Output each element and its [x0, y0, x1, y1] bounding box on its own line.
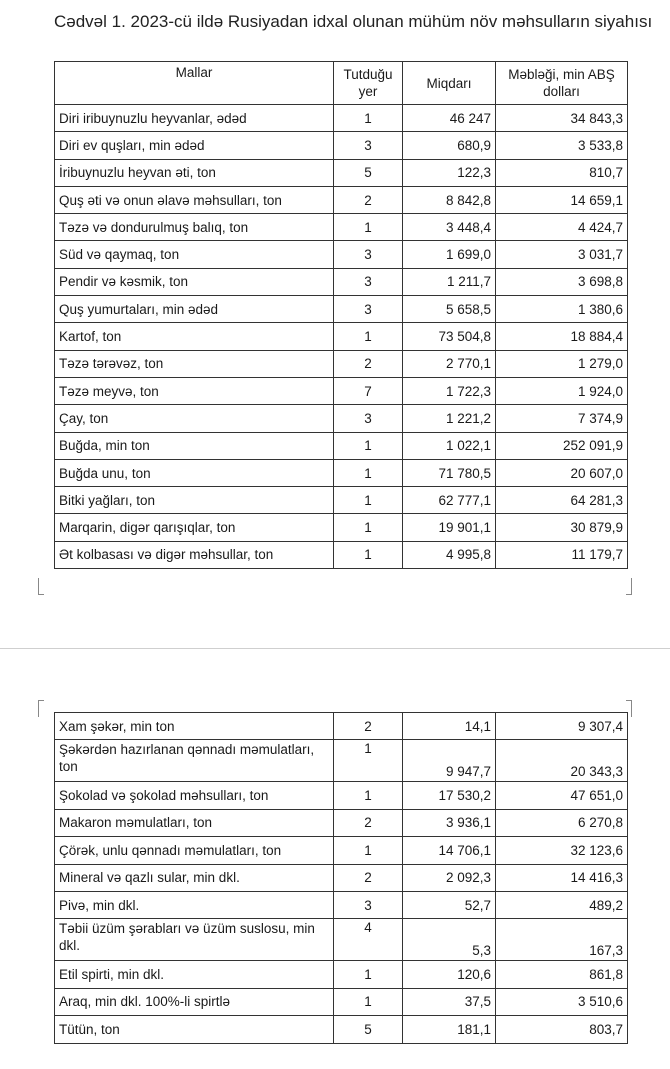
- goods-cell: Çörək, unlu qənnadı məmulatları, ton: [55, 837, 334, 864]
- rank-cell: 1: [334, 214, 403, 241]
- value-cell: 7 374,9: [496, 405, 628, 432]
- goods-cell: Bitki yağları, ton: [55, 487, 334, 514]
- rank-cell: 1: [334, 782, 403, 809]
- table-row: [55, 864, 628, 891]
- page-corner-mark: [38, 578, 44, 595]
- quantity-cell: 1 221,2: [403, 405, 496, 432]
- rank-cell: 1: [334, 105, 403, 132]
- table-row: [55, 988, 628, 1015]
- table-header-row: [55, 62, 628, 105]
- import-table-page-2: [54, 712, 628, 1044]
- rank-cell: 3: [334, 241, 403, 268]
- quantity-cell: 14 706,1: [403, 837, 496, 864]
- rank-cell: 1: [334, 514, 403, 541]
- quantity-cell: 181,1: [403, 1016, 496, 1043]
- quantity-cell: 3 448,4: [403, 214, 496, 241]
- rank-cell: 4: [334, 919, 403, 961]
- quantity-cell: 1 699,0: [403, 241, 496, 268]
- goods-cell: Xam şəkər, min ton: [55, 713, 334, 740]
- rank-cell: 1: [334, 459, 403, 486]
- page-corner-mark: [626, 578, 632, 595]
- table-row: [55, 323, 628, 350]
- table-row: [55, 514, 628, 541]
- table-row: [55, 809, 628, 836]
- value-cell: 47 651,0: [496, 782, 628, 809]
- goods-cell: Mineral və qazlı sular, min dkl.: [55, 864, 334, 891]
- quantity-cell: 19 901,1: [403, 514, 496, 541]
- goods-cell: Makaron məmulatları, ton: [55, 809, 334, 836]
- quantity-cell: 62 777,1: [403, 487, 496, 514]
- value-cell: 3 510,6: [496, 988, 628, 1015]
- goods-cell: Buğda, min ton: [55, 432, 334, 459]
- table-row: [55, 782, 628, 809]
- value-cell: 3 031,7: [496, 241, 628, 268]
- quantity-cell: 17 530,2: [403, 782, 496, 809]
- value-cell: 30 879,9: [496, 514, 628, 541]
- goods-cell: Təzə tərəvəz, ton: [55, 350, 334, 377]
- rank-cell: 1: [334, 837, 403, 864]
- quantity-cell: 14,1: [403, 713, 496, 740]
- column-header-rank: Tutduğu yer: [334, 62, 403, 105]
- table-row: [55, 1016, 628, 1043]
- goods-cell: Buğda unu, ton: [55, 459, 334, 486]
- value-cell: 3 698,8: [496, 268, 628, 295]
- rank-cell: 3: [334, 891, 403, 918]
- table-row: [55, 487, 628, 514]
- table-row: [55, 214, 628, 241]
- quantity-cell: 37,5: [403, 988, 496, 1015]
- value-cell: 32 123,6: [496, 837, 628, 864]
- table-row: [55, 159, 628, 186]
- table-row: [55, 740, 628, 782]
- quantity-cell: 3 936,1: [403, 809, 496, 836]
- quantity-cell: 9 947,7: [403, 740, 496, 782]
- goods-cell: Ət kolbasası və digər məhsullar, ton: [55, 541, 334, 568]
- value-cell: 3 533,8: [496, 132, 628, 159]
- quantity-cell: 1 211,7: [403, 268, 496, 295]
- value-cell: 18 884,4: [496, 323, 628, 350]
- column-header-value: Məbləği, min ABŞ dolları: [496, 62, 628, 105]
- quantity-cell: 680,9: [403, 132, 496, 159]
- table-row: [55, 241, 628, 268]
- goods-cell: Quş yumurtaları, min ədəd: [55, 296, 334, 323]
- import-table-page-1: [54, 61, 628, 569]
- table-row: [55, 891, 628, 918]
- table-caption: Cədvəl 1. 2023-cü ildə Rusiyadan idxal olunan mühüm növ məhsulların siyahısı: [54, 12, 653, 31]
- quantity-cell: 1 022,1: [403, 432, 496, 459]
- table-row: [55, 837, 628, 864]
- value-cell: 489,2: [496, 891, 628, 918]
- quantity-cell: 4 995,8: [403, 541, 496, 568]
- quantity-cell: 52,7: [403, 891, 496, 918]
- quantity-cell: 2 092,3: [403, 864, 496, 891]
- table-row: [55, 296, 628, 323]
- value-cell: 861,8: [496, 961, 628, 988]
- value-cell: 34 843,3: [496, 105, 628, 132]
- rank-cell: 1: [334, 432, 403, 459]
- value-cell: 14 416,3: [496, 864, 628, 891]
- goods-cell: Araq, min dkl. 100%-li spirtlə: [55, 988, 334, 1015]
- goods-cell: Şəkərdən hazırlanan qənnadı məmulatları, ton: [55, 740, 334, 782]
- column-header-quantity: Miqdarı: [403, 62, 496, 105]
- rank-cell: 5: [334, 1016, 403, 1043]
- quantity-cell: 120,6: [403, 961, 496, 988]
- rank-cell: 3: [334, 405, 403, 432]
- table-row: [55, 186, 628, 213]
- goods-cell: Süd və qaymaq, ton: [55, 241, 334, 268]
- goods-cell: Çay, ton: [55, 405, 334, 432]
- quantity-cell: 5,3: [403, 919, 496, 961]
- table-row: [55, 132, 628, 159]
- rank-cell: 3: [334, 296, 403, 323]
- goods-cell: Tütün, ton: [55, 1016, 334, 1043]
- table-row: [55, 377, 628, 404]
- value-cell: 167,3: [496, 919, 628, 961]
- quantity-cell: 122,3: [403, 159, 496, 186]
- goods-cell: Təzə və dondurulmuş balıq, ton: [55, 214, 334, 241]
- rank-cell: 2: [334, 713, 403, 740]
- goods-cell: Kartof, ton: [55, 323, 334, 350]
- goods-cell: Şokolad və şokolad məhsulları, ton: [55, 782, 334, 809]
- table-row: [55, 713, 628, 740]
- goods-cell: Təbii üzüm şərabları və üzüm suslosu, min dkl.: [55, 919, 334, 961]
- quantity-cell: 46 247: [403, 105, 496, 132]
- table-row: [55, 459, 628, 486]
- rank-cell: 1: [334, 323, 403, 350]
- rank-cell: 2: [334, 186, 403, 213]
- goods-cell: Pendir və kəsmik, ton: [55, 268, 334, 295]
- quantity-cell: 73 504,8: [403, 323, 496, 350]
- value-cell: 14 659,1: [496, 186, 628, 213]
- value-cell: 6 270,8: [496, 809, 628, 836]
- rank-cell: 1: [334, 740, 403, 782]
- value-cell: 1 279,0: [496, 350, 628, 377]
- table-row: [55, 405, 628, 432]
- rank-cell: 1: [334, 961, 403, 988]
- rank-cell: 3: [334, 132, 403, 159]
- quantity-cell: 71 780,5: [403, 459, 496, 486]
- page-separator: [0, 648, 670, 649]
- value-cell: 1 380,6: [496, 296, 628, 323]
- rank-cell: 2: [334, 809, 403, 836]
- rank-cell: 3: [334, 268, 403, 295]
- goods-cell: Marqarin, digər qarışıqlar, ton: [55, 514, 334, 541]
- value-cell: 64 281,3: [496, 487, 628, 514]
- goods-cell: Diri iribuynuzlu heyvanlar, ədəd: [55, 105, 334, 132]
- value-cell: 4 424,7: [496, 214, 628, 241]
- rank-cell: 1: [334, 988, 403, 1015]
- value-cell: 803,7: [496, 1016, 628, 1043]
- page-corner-mark: [38, 700, 44, 717]
- rank-cell: 5: [334, 159, 403, 186]
- value-cell: 11 179,7: [496, 541, 628, 568]
- rank-cell: 2: [334, 350, 403, 377]
- goods-cell: Təzə meyvə, ton: [55, 377, 334, 404]
- goods-cell: Quş əti və onun əlavə məhsulları, ton: [55, 186, 334, 213]
- rank-cell: 1: [334, 487, 403, 514]
- value-cell: 20 343,3: [496, 740, 628, 782]
- value-cell: 1 924,0: [496, 377, 628, 404]
- quantity-cell: 1 722,3: [403, 377, 496, 404]
- table-row: [55, 919, 628, 961]
- table-row: [55, 961, 628, 988]
- quantity-cell: 2 770,1: [403, 350, 496, 377]
- rank-cell: 1: [334, 541, 403, 568]
- value-cell: 810,7: [496, 159, 628, 186]
- quantity-cell: 5 658,5: [403, 296, 496, 323]
- goods-cell: İribuynuzlu heyvan əti, ton: [55, 159, 334, 186]
- value-cell: 252 091,9: [496, 432, 628, 459]
- table-row: [55, 105, 628, 132]
- quantity-cell: 8 842,8: [403, 186, 496, 213]
- rank-cell: 2: [334, 864, 403, 891]
- goods-cell: Diri ev quşları, min ədəd: [55, 132, 334, 159]
- column-header-goods: Mallar: [55, 62, 334, 105]
- value-cell: 20 607,0: [496, 459, 628, 486]
- rank-cell: 7: [334, 377, 403, 404]
- table-row: [55, 541, 628, 568]
- table-row: [55, 350, 628, 377]
- table-row: [55, 432, 628, 459]
- goods-cell: Pivə, min dkl.: [55, 891, 334, 918]
- table-row: [55, 268, 628, 295]
- goods-cell: Etil spirti, min dkl.: [55, 961, 334, 988]
- value-cell: 9 307,4: [496, 713, 628, 740]
